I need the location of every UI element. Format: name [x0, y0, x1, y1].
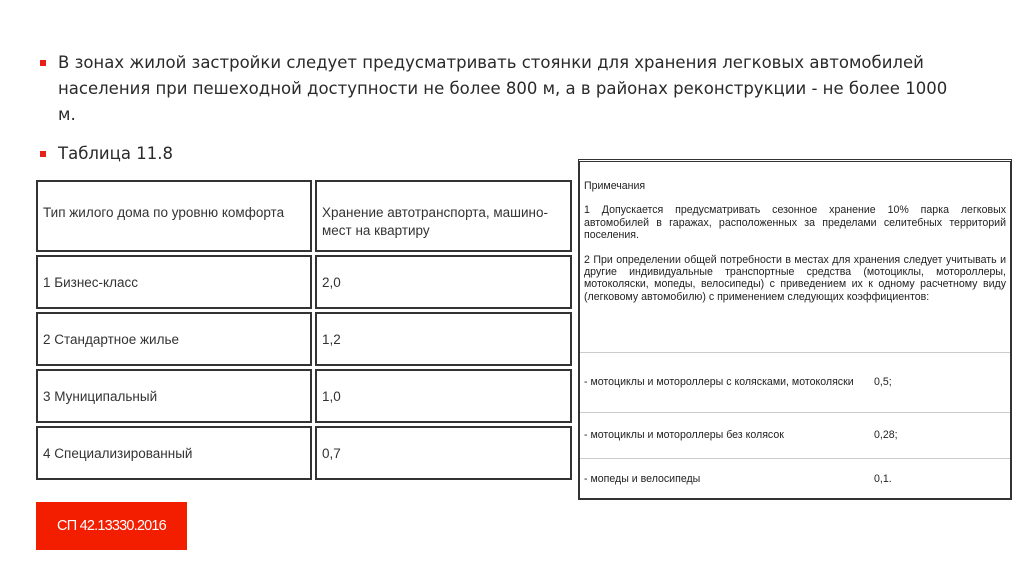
bullet-icon: [40, 60, 46, 66]
note-1: 1 Допускается предусматривать сезонное хранение 10% парка легковых автомобилей в гаражах, расположенных за пределами селитебных территорий поселения.: [584, 204, 1006, 242]
header-cell: Хранение автотранспорта, машино-мест на квартиру: [315, 180, 572, 252]
cell: 1,2: [315, 312, 572, 366]
cell: 0,7: [315, 426, 572, 480]
cell: 2,0: [315, 255, 572, 309]
cell: 1 Бизнес-класс: [36, 255, 312, 309]
coefficient-row: - мотоциклы и мотороллеры с колясками, мотоколяски 0,5;: [584, 375, 892, 388]
coefficient-row: - мотоциклы и мотороллеры без колясок 0,28;: [584, 428, 898, 441]
note-2: 2 При определении общей потребности в местах для хранения следует учитывать и другие индивидуальные транспортные средства (мотоциклы, мотороллеры, мотоколяски, мопеды, велосипеды) с приведением их к одному расчетному виду (легковому автомобилю) с применением следующих коэффициентов:: [584, 253, 1006, 303]
bullet-icon: [40, 151, 46, 157]
table-header-row: [36, 180, 572, 252]
notes-title: Примечания: [584, 180, 646, 192]
header-cell: Тип жилого дома по уровню комфорта: [36, 180, 312, 252]
notes-box: [578, 159, 1012, 500]
table-row: [36, 369, 572, 423]
bullet-table-caption: Таблица 11.8: [40, 141, 173, 167]
cell: 2 Стандартное жилье: [36, 312, 312, 366]
cell: 3 Муниципальный: [36, 369, 312, 423]
bullet-paragraph: В зонах жилой застройки следует предусматривать стоянки для хранения легковых автомобилей населения при пешеходной доступности не более 800 м, а в районах реконструкции - не более 1000 м.: [40, 50, 960, 128]
coefficient-row: - мопеды и велосипеды 0,1.: [584, 472, 892, 485]
table-row: [36, 312, 572, 366]
cell: 1,0: [315, 369, 572, 423]
table-row: [36, 255, 572, 309]
standard-badge: СП 42.13330.2016: [36, 502, 187, 550]
parking-table: [33, 177, 575, 483]
table-row: [36, 426, 572, 480]
cell: 4 Специализированный: [36, 426, 312, 480]
